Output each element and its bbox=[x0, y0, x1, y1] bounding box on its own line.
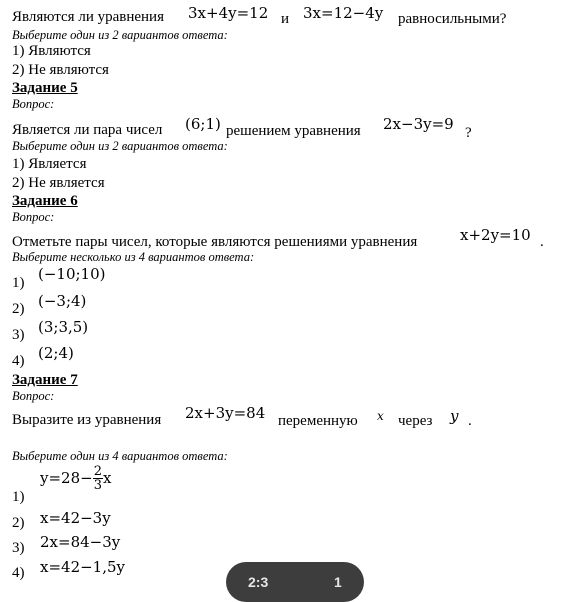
q7-option-1-rhs: x bbox=[102, 469, 112, 487]
q5-title: Задание 5 bbox=[12, 80, 78, 96]
q7-option-3-num[interactable]: 3) bbox=[12, 540, 25, 556]
q5-hint: Выберите один из 2 вариантов ответа: bbox=[12, 139, 228, 153]
q6-period: . bbox=[540, 234, 544, 250]
q5-pair: (6;1) bbox=[185, 115, 221, 133]
q7-option-2-num[interactable]: 2) bbox=[12, 515, 25, 531]
q5-text-b: решением уравнения bbox=[226, 123, 361, 139]
q7-var-x: x bbox=[377, 409, 384, 423]
q4-equation-2: 3x=12−4y bbox=[303, 4, 384, 22]
q7-text-a: Выразите из уравнения bbox=[12, 412, 162, 428]
q5-text-a: Является ли пара чисел bbox=[12, 122, 163, 138]
q7-period: . bbox=[468, 413, 472, 429]
q7-hint: Выберите один из 4 вариантов ответа: bbox=[12, 449, 228, 463]
media-overlay-pill[interactable] bbox=[226, 562, 364, 602]
q4-text-b: равносильными? bbox=[398, 11, 507, 27]
q5-question-mark: ? bbox=[465, 125, 472, 141]
q7-text-b: переменную bbox=[278, 413, 358, 429]
q7-question-label: Вопрос: bbox=[12, 389, 55, 403]
q6-option-3-num[interactable]: 3) bbox=[12, 327, 25, 343]
q7-option-1-value bbox=[40, 465, 111, 492]
q7-option-3-value: 2x=84−3y bbox=[40, 533, 121, 551]
q7-var-y: y bbox=[450, 407, 459, 425]
q7-option-4-value: x=42−1,5y bbox=[40, 558, 126, 576]
overlay-right-text: 1 bbox=[334, 574, 342, 590]
q7-text-c: через bbox=[398, 413, 433, 429]
q6-option-1-num[interactable]: 1) bbox=[12, 275, 25, 291]
q4-option-2[interactable]: 2) Не являются bbox=[12, 62, 109, 78]
q7-option-1-num[interactable]: 1) bbox=[12, 489, 25, 505]
q5-option-2[interactable]: 2) Не является bbox=[12, 175, 105, 191]
q6-option-1-value: (−10;10) bbox=[38, 265, 106, 283]
q7-option-1-fraction bbox=[93, 465, 103, 492]
q6-hint: Выберите несколько из 4 вариантов ответа: bbox=[12, 250, 255, 264]
q6-text: Отметьте пары чисел, которые являются решениями уравнения bbox=[12, 234, 418, 250]
q4-hint: Выберите один из 2 вариантов ответа: bbox=[12, 28, 228, 42]
q6-option-2-num[interactable]: 2) bbox=[12, 301, 25, 317]
q6-question-label: Вопрос: bbox=[12, 210, 55, 224]
q4-and: и bbox=[281, 11, 290, 27]
q5-question-label: Вопрос: bbox=[12, 97, 55, 111]
q6-option-4-num[interactable]: 4) bbox=[12, 353, 25, 369]
q4-text-a: Являются ли уравнения bbox=[12, 9, 164, 25]
q4-equation-1: 3x+4y=12 bbox=[188, 4, 269, 22]
q7-option-1-frac-num: 2 bbox=[93, 464, 102, 479]
overlay-left-text: 2:3 bbox=[248, 574, 269, 590]
q6-option-2-value: (−3;4) bbox=[38, 292, 87, 310]
q7-equation: 2x+3y=84 bbox=[185, 404, 266, 422]
q7-option-1-frac-den: 3 bbox=[93, 478, 102, 493]
q6-option-4-value: (2;4) bbox=[38, 344, 74, 362]
q6-option-3-value: (3;3,5) bbox=[38, 318, 89, 336]
q5-option-1[interactable]: 1) Является bbox=[12, 156, 87, 172]
q6-equation: x+2y=10 bbox=[460, 226, 531, 244]
q7-option-2-value: x=42−3y bbox=[40, 509, 111, 527]
q7-option-1-lhs: y=28− bbox=[40, 469, 93, 487]
q7-option-4-num[interactable]: 4) bbox=[12, 565, 25, 581]
q4-option-1[interactable]: 1) Являются bbox=[12, 43, 91, 59]
q6-title: Задание 6 bbox=[12, 193, 78, 209]
q7-title: Задание 7 bbox=[12, 372, 78, 388]
q5-equation: 2x−3y=9 bbox=[383, 115, 454, 133]
